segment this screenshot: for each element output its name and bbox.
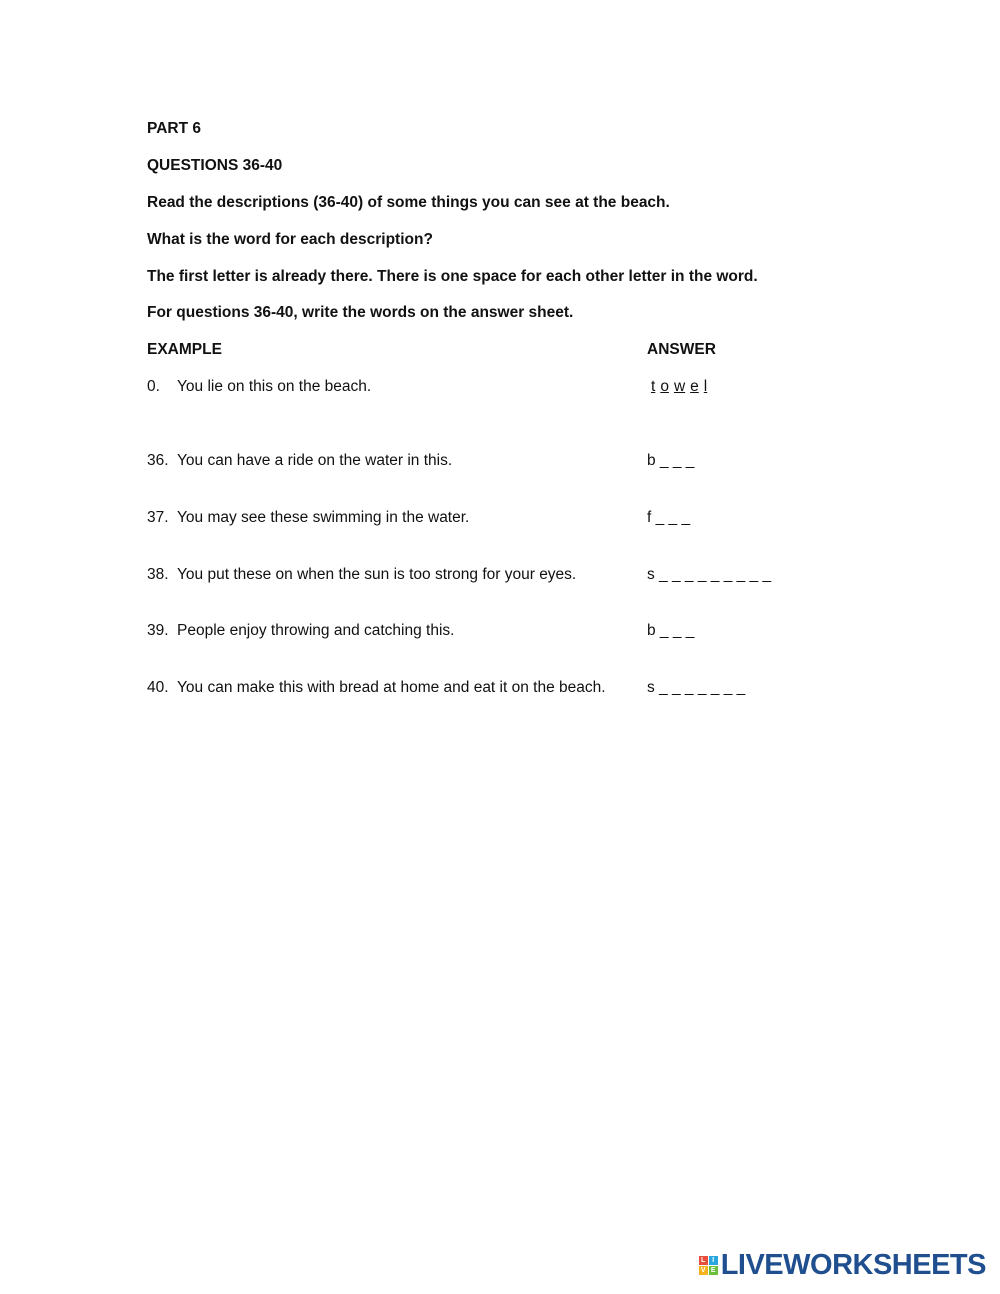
answer-field-37[interactable]: f _ _ _ xyxy=(647,509,691,526)
example-letter: w xyxy=(673,378,686,395)
example-number: 0. xyxy=(147,378,160,395)
part-title: PART 6 xyxy=(147,120,201,137)
example-row xyxy=(147,377,371,397)
logo-blocks-icon xyxy=(699,1256,718,1275)
instruction-3: The first letter is already there. There is one space for each other letter in the word. xyxy=(147,268,758,285)
question-row-39 xyxy=(147,621,454,641)
logo-block: I xyxy=(709,1256,718,1265)
question-number: 37. xyxy=(147,509,169,526)
question-number: 40. xyxy=(147,679,169,696)
logo-block: V xyxy=(699,1266,708,1275)
question-text: You can have a ride on the water in this. xyxy=(177,452,453,469)
answer-heading: ANSWER xyxy=(647,341,716,358)
answer-field-40[interactable]: s _ _ _ _ _ _ _ xyxy=(647,679,746,696)
question-row-40 xyxy=(147,678,606,698)
answer-field-36[interactable]: b _ _ _ xyxy=(647,452,695,469)
logo-block: E xyxy=(709,1266,718,1275)
logo-text: LIVEWORKSHEETS xyxy=(720,1248,986,1281)
instruction-2: What is the word for each description? xyxy=(147,231,433,248)
answer-field-38[interactable]: s _ _ _ _ _ _ _ _ _ xyxy=(647,566,772,583)
question-text: You put these on when the sun is too strong for your eyes. xyxy=(177,566,577,583)
example-letter: e xyxy=(690,378,699,395)
question-row-36 xyxy=(147,451,452,471)
question-number: 38. xyxy=(147,566,169,583)
logo-block: L xyxy=(699,1256,708,1265)
example-letter: o xyxy=(660,378,669,395)
answer-field-39[interactable]: b _ _ _ xyxy=(647,622,695,639)
liveworksheets-logo xyxy=(699,1250,986,1280)
question-text: You may see these swimming in the water. xyxy=(177,509,470,526)
question-row-37 xyxy=(147,508,469,528)
question-row-38 xyxy=(147,565,576,585)
instruction-4: For questions 36-40, write the words on the answer sheet. xyxy=(147,304,574,321)
question-text: People enjoy throwing and catching this. xyxy=(177,622,455,639)
example-heading: EXAMPLE xyxy=(147,341,222,358)
instruction-1: Read the descriptions (36-40) of some things you can see at the beach. xyxy=(147,194,670,211)
questions-range: QUESTIONS 36-40 xyxy=(147,157,283,174)
example-answer xyxy=(651,377,712,397)
example-letter: t xyxy=(651,378,656,395)
question-text: You can make this with bread at home and eat it on the beach. xyxy=(177,679,606,696)
question-number: 36. xyxy=(147,452,169,469)
example-letter: l xyxy=(703,378,708,395)
example-text: You lie on this on the beach. xyxy=(177,378,372,395)
question-number: 39. xyxy=(147,622,169,639)
